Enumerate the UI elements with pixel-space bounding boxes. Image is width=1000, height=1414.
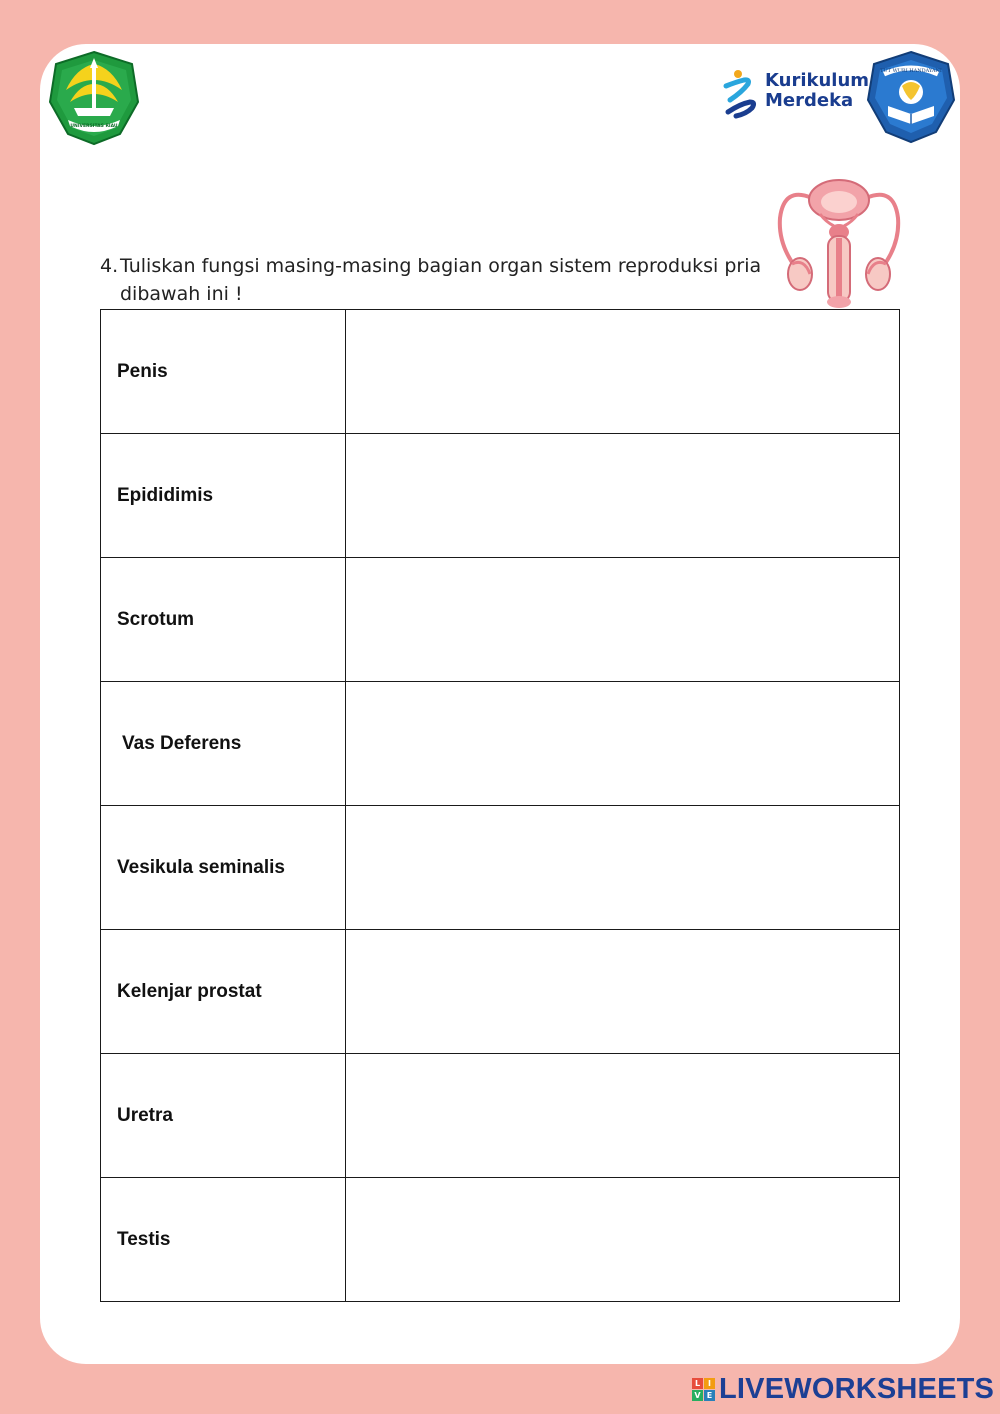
kurikulum-line1: Kurikulum [765, 70, 870, 91]
organ-label-penis: Penis [101, 310, 346, 434]
organ-label-scrotum: Scrotum [101, 558, 346, 682]
table-row [101, 1178, 900, 1302]
block-v: V [692, 1390, 703, 1401]
table-row [101, 930, 900, 1054]
answer-cell-testis[interactable] [346, 1178, 900, 1302]
university-logo-text: UNIVERSITAS RIAU [70, 124, 118, 129]
organ-label-testis: Testis [101, 1178, 346, 1302]
tut-wuri-handayani-emblem-icon [864, 50, 958, 144]
university-crest-icon [46, 50, 142, 146]
table-row [101, 682, 900, 806]
question-4 [100, 252, 800, 308]
tut-wuri-text: TUT WURI HANDAYANI [880, 68, 942, 74]
kurikulum-line2: Merdeka [765, 90, 854, 111]
organ-label-uretra: Uretra [101, 1054, 346, 1178]
answer-cell-kelenjar-prostat[interactable] [346, 930, 900, 1054]
question-number: 4. [100, 255, 119, 277]
table-row [101, 434, 900, 558]
organ-label-vesikula-seminalis: Vesikula seminalis [101, 806, 346, 930]
answer-cell-vas-deferens[interactable] [346, 682, 900, 806]
answer-table [100, 309, 900, 1302]
organ-label-kelenjar-prostat: Kelenjar prostat [101, 930, 346, 1054]
question-text: Tuliskan fungsi masing-masing bagian organ sistem reproduksi pria dibawah ini ! [120, 255, 762, 305]
table-row [101, 806, 900, 930]
kurikulum-merdeka-wordmark [765, 71, 869, 111]
block-l: L [692, 1378, 703, 1389]
table-row [101, 1054, 900, 1178]
answer-cell-uretra[interactable] [346, 1054, 900, 1178]
answer-cell-epididimis[interactable] [346, 434, 900, 558]
answer-cell-vesikula-seminalis[interactable] [346, 806, 900, 930]
organ-label-epididimis: Epididimis [101, 434, 346, 558]
table-row [101, 558, 900, 682]
liveworksheets-brand[interactable] [692, 1374, 994, 1404]
table-row [101, 310, 900, 434]
block-e: E [704, 1390, 715, 1401]
liveworksheets-wordmark: LIVEWORKSHEETS [719, 1372, 995, 1405]
liveworksheets-blocks-icon [692, 1378, 715, 1401]
answer-cell-penis[interactable] [346, 310, 900, 434]
organ-label-vas-deferens: Vas Deferens [101, 682, 346, 806]
block-i: I [704, 1378, 715, 1389]
answer-cell-scrotum[interactable] [346, 558, 900, 682]
